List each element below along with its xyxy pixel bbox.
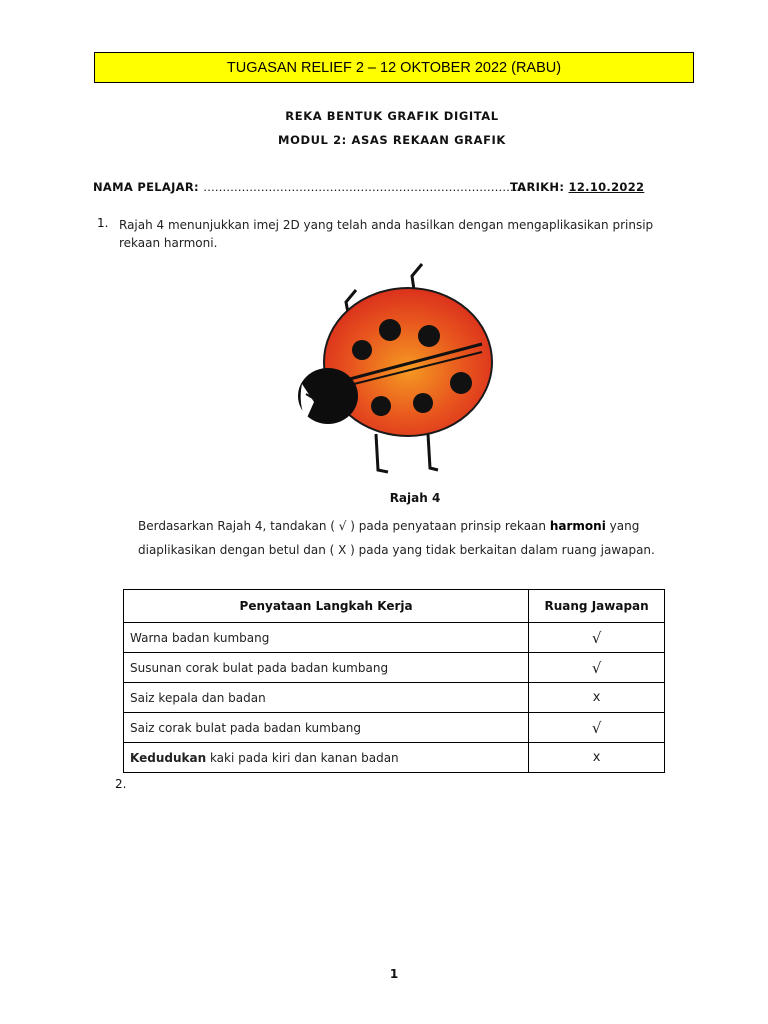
name-label: NAMA PELAJAR: xyxy=(93,180,199,194)
statement-text: Saiz kepala dan badan xyxy=(130,690,266,705)
table-row xyxy=(124,713,665,743)
answer-cell[interactable]: √ xyxy=(529,653,665,683)
date-value: 12.10.2022 xyxy=(568,180,645,194)
module-title: MODUL 2: ASAS REKAAN GRAFIK xyxy=(278,133,506,147)
statement-cell xyxy=(124,713,529,743)
question-1-text: Rajah 4 menunjukkan imej 2D yang telah anda hasilkan dengan mengaplikasikan prinsip rekaan harmoni. xyxy=(119,218,654,250)
header-answer: Ruang Jawapan xyxy=(529,590,665,623)
header-statement: Penyataan Langkah Kerja xyxy=(124,590,529,623)
table-row xyxy=(124,653,665,683)
ladybug-figure xyxy=(296,262,496,482)
instruction-pre: Berdasarkan Rajah 4, tandakan ( √ ) pada penyataan prinsip rekaan xyxy=(138,519,550,533)
question-2-number: 2. xyxy=(115,777,127,791)
question-1-number: 1. xyxy=(97,216,109,230)
banner-text: TUGASAN RELIEF 2 – 12 OKTOBER 2022 (RABU) xyxy=(226,59,562,76)
table-row xyxy=(124,743,665,773)
table-header-row xyxy=(124,590,665,623)
answer-cell[interactable]: x xyxy=(529,743,665,773)
name-dots: ………………………………………………………………………… xyxy=(203,180,526,194)
statement-text: kaki pada kiri dan kanan badan xyxy=(206,750,399,765)
title-banner xyxy=(94,52,694,83)
statement-bold: Kedudukan xyxy=(130,750,207,765)
ladybug-icon xyxy=(296,262,496,482)
statement-text: Susunan corak bulat pada badan kumbang xyxy=(130,660,389,675)
statement-cell xyxy=(124,653,529,683)
instruction-bold: harmoni xyxy=(549,519,606,533)
student-name-line xyxy=(93,180,525,194)
instruction-post: yang diaplikasikan dengan betul dan ( X ) pada yang tidak berkaitan dalam ruang jawapan. xyxy=(138,519,655,557)
date-line xyxy=(510,180,644,194)
statement-text: Saiz corak bulat pada badan kumbang xyxy=(130,720,362,735)
page-number: 1 xyxy=(389,967,399,981)
subject-title: REKA BENTUK GRAFIK DIGITAL xyxy=(285,109,499,123)
table-row xyxy=(124,683,665,713)
statement-text: Warna badan kumbang xyxy=(130,630,270,645)
statement-cell xyxy=(124,743,529,773)
answer-table xyxy=(123,589,665,773)
date-label: TARIKH: xyxy=(510,180,565,194)
instruction-text xyxy=(138,514,708,562)
figure-caption: Rajah 4 xyxy=(389,491,441,505)
answer-cell[interactable]: x xyxy=(529,683,665,713)
statement-cell xyxy=(124,623,529,653)
answer-cell[interactable]: √ xyxy=(529,623,665,653)
statement-cell xyxy=(124,683,529,713)
table-row xyxy=(124,623,665,653)
answer-cell[interactable]: √ xyxy=(529,713,665,743)
